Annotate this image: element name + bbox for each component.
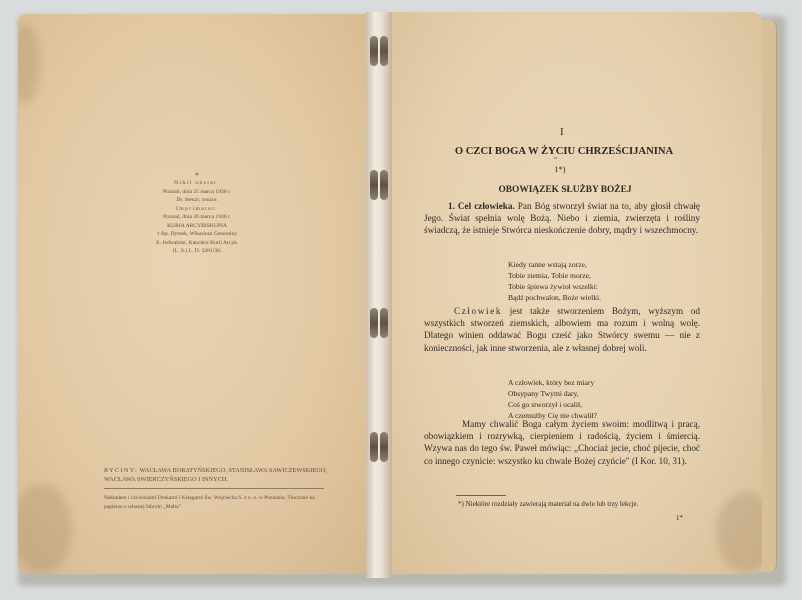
- poem-line: Tobie śpiewa żywioł wszelki:: [508, 282, 598, 291]
- printer-note: Nakładem i czcionkami Drukarni i Księgarni Św. Wojciecha S. z o. o. w Poznaniu. Tłoczono na papierze z własnej fabryki „Malta".: [104, 495, 315, 510]
- lesson-number: ˝ 1*): [540, 165, 580, 174]
- paragraph-1-lead: 1. Cel człowieka.: [448, 201, 515, 211]
- section-number: I: [560, 126, 564, 138]
- divider: [104, 488, 324, 489]
- lesson-title: OBOWIĄZEK SŁUŻBY BOŻEJ: [498, 185, 632, 195]
- poem-2: [508, 377, 597, 421]
- poem-line: Coś go stworzył i ocalił,: [508, 400, 583, 409]
- binding-stitch: [368, 432, 390, 462]
- paragraph-3: Mamy chwalić Boga całym życiem swoim: modlitwą i pracą, obowiązkiem i rozrywką, cierpieniem i radością, życiem i śmiercią. Wzywa nas do tego św. Paweł mówiąc: „Chociaż jecie, choć pijecie, choć co innego czynicie: wszystko ku chwale Bożej czyńcie" (I Kor. 10, 31).: [424, 419, 700, 466]
- paragraph-1: [424, 200, 700, 237]
- poem-line: A człowiek, który bez miary: [508, 378, 595, 387]
- credits-label: RYCINY:: [104, 467, 139, 474]
- curia: KURIA ARCYBISKUPIA: [167, 222, 227, 229]
- paragraph-1-text: Pan Bóg stworzył świat na to, aby głosił chwałę Jego. Świat spełnia wolę Bożą. Niebo i ziemia, zwierzęta i rośliny świadczą, że istnieje Stwórca nieskończenie dobry, mądry i wszechmocny.: [424, 201, 700, 236]
- signature-mark: 1*: [676, 514, 683, 522]
- bishop: † Bp. Dymek, Wikariusz Generalny: [156, 231, 238, 237]
- paragraph-2-lead: Człowiek: [454, 306, 503, 316]
- poem-line: Tobie ziemia, Tobie morze,: [508, 271, 591, 280]
- poem-line: Obsypany Twymi dary,: [508, 389, 579, 398]
- poem-line: A czemużby Cię nie chwalił?: [508, 411, 597, 420]
- imprimatur-block: [132, 172, 262, 256]
- paragraph-2: [424, 305, 700, 354]
- footnote: *) Niektóre rozdziały zawierają materiał na dwie lub trzy lekcje.: [458, 500, 639, 508]
- binding-stitch: [368, 36, 390, 66]
- credits-text: WACŁAWA BORATYŃSKIEGO, STANISŁAWA SAWICZEWSKIEGO, WACŁAWA SWIERCZYŃSKIEGO I INNYCH.: [104, 467, 327, 483]
- chancellor: X. Jedwabski, Kanclerz Kurii Arcyb.: [155, 239, 239, 246]
- asterisk: *: [195, 171, 199, 180]
- chapter-title: O CZCI BOGA W ŻYCIU CHRZEŚCIJANINA: [454, 146, 674, 157]
- paragraph-2-text: jest także stworzeniem Bożym, wyższym od wszystkich stworzeń ziemskich, albowiem ma rozum i wolną wolę. Dlatego winien oddawać Bogu cześć jako Stwórcy swemu — nie z konieczności, jak inne stworzenia, ale z własnej dobrej woli.: [424, 306, 700, 353]
- binding-stitch: [368, 170, 390, 200]
- poem-line: Kiedy ranne wstają zorze,: [508, 260, 587, 269]
- imprimatur-date: Poznań, dnia 26 marca 1936 r.: [163, 214, 231, 220]
- footnote-rule: [456, 495, 506, 496]
- imprimatur: Imprimatur.: [176, 205, 218, 212]
- nihil-obstat: Nihil obstat.: [174, 180, 220, 186]
- reference-number: (L. S.) L. D. 3281/36.: [172, 248, 222, 254]
- nihil-obstat-date: Poznań, dnia 25 marca 1936 r.: [163, 188, 231, 195]
- illustration-credits: [104, 466, 334, 484]
- censor: Dr. Stenzr, cenzor.: [176, 197, 218, 203]
- poem-line: Bądź pochwalon, Boże wielki.: [508, 293, 601, 302]
- left-page: [18, 14, 374, 574]
- binding-stitch: [368, 308, 390, 338]
- binding-gutter: [366, 12, 392, 578]
- poem-1: [508, 259, 601, 303]
